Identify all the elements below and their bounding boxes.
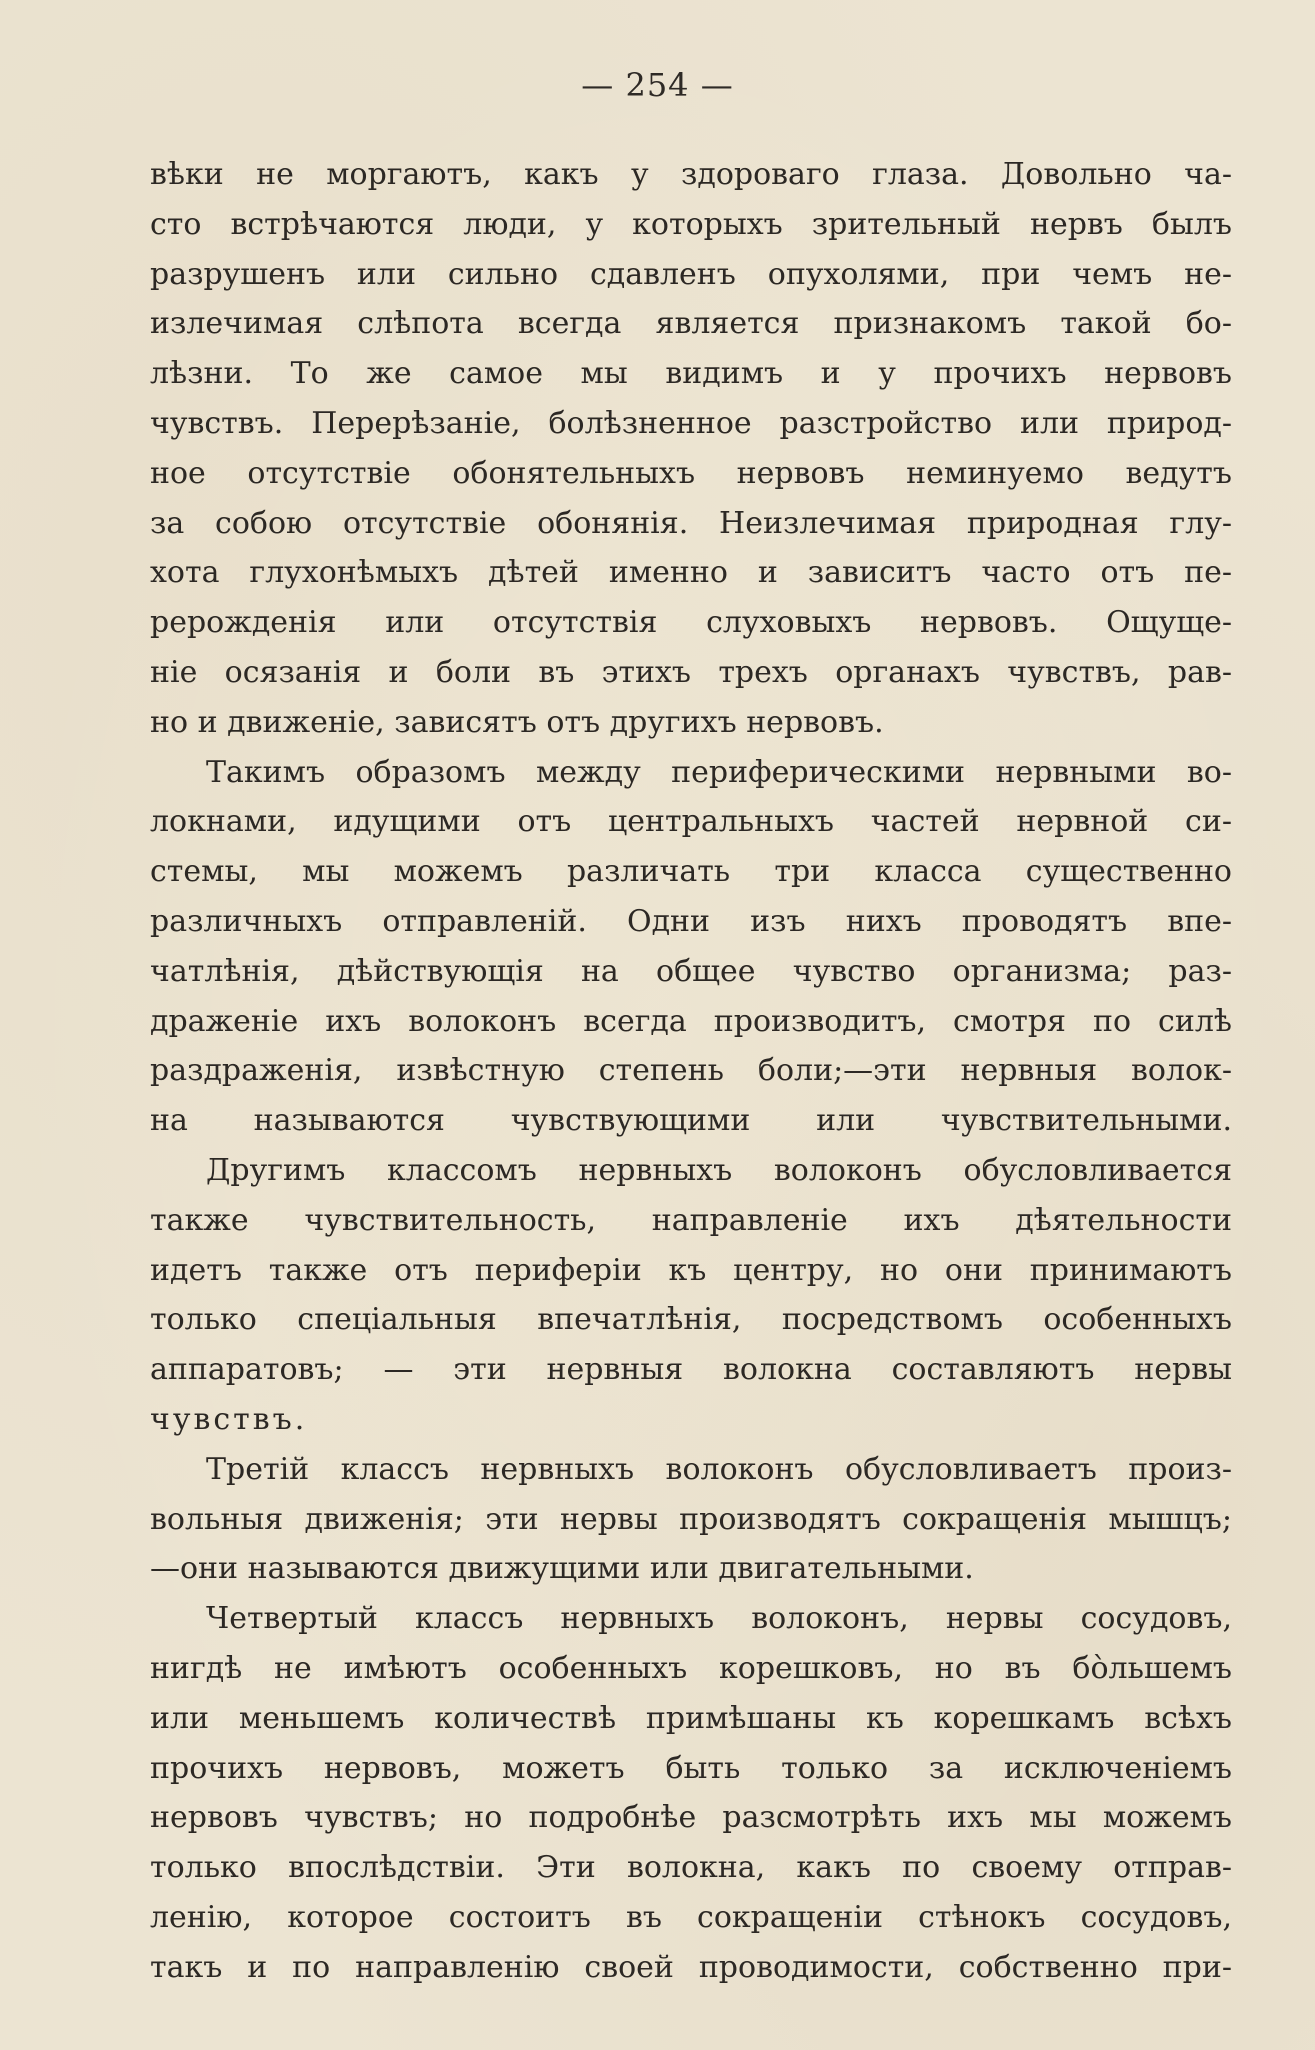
- text-line: или меньшемъ количествѣ примѣшаны къ корешкамъ всѣхъ: [150, 1700, 1232, 1736]
- text-line: различныхъ отправленій. Одни изъ нихъ проводятъ впе-: [150, 903, 1232, 939]
- text-line: чатлѣнія, дѣйствующія на общее чувство организма; раз-: [150, 953, 1232, 989]
- text-line: но и движеніе, зависятъ отъ другихъ нервовъ.: [150, 704, 884, 740]
- text-line: ленію, которое состоитъ въ сокращеніи стѣнокъ сосудовъ,: [150, 1899, 1232, 1935]
- text-line: стемы, мы можемъ различать три класса существенно: [150, 854, 1232, 890]
- text-line: Третій классъ нервныхъ волоконъ обусловливаетъ произ-: [206, 1451, 1232, 1487]
- text-line: драженіе ихъ волоконъ всегда производитъ, смотря по силѣ: [150, 1003, 1232, 1039]
- text-line: нервовъ чувствъ; но подробнѣе разсмотрѣть ихъ мы можемъ: [150, 1800, 1232, 1836]
- text-line: прочихъ нервовъ, можетъ быть только за исключеніемъ: [150, 1750, 1232, 1786]
- page-body-text: [150, 150, 1232, 1992]
- text-line: сто встрѣчаются люди, у которыхъ зрительный нервъ былъ: [150, 206, 1232, 242]
- page-number: — 254 —: [581, 66, 734, 104]
- text-line: вольныя движенія; эти нервы производятъ сокращенія мышцъ;: [150, 1501, 1232, 1537]
- text-line: только спеціальныя впечатлѣнія, посредствомъ особенныхъ: [150, 1302, 1232, 1338]
- text-line: —они называются движущими или двигательными.: [150, 1551, 974, 1587]
- text-line: вѣки не моргаютъ, какъ у здороваго глаза. Довольно ча-: [150, 157, 1232, 192]
- text-line: аппаратовъ; — эти нервныя волокна составляютъ нервы: [150, 1352, 1232, 1388]
- text-line: за собою отсутствіе обонянія. Неизлечимая природная глу-: [150, 505, 1232, 541]
- text-line: также чувствительность, направленіе ихъ дѣятельности: [150, 1202, 1232, 1238]
- text-line: лѣзни. То же самое мы видимъ и у прочихъ нервовъ: [150, 356, 1232, 392]
- text-line: идетъ также отъ периферіи къ центру, но они принимаютъ: [150, 1252, 1232, 1288]
- text-line: на называются чувствующими или чувствительными.: [150, 1103, 1232, 1139]
- text-line: чувствъ.: [150, 1401, 308, 1437]
- text-line: Четвертый классъ нервныхъ волоконъ, нервы сосудовъ,: [206, 1601, 1232, 1637]
- text-line: чувствъ. Перерѣзаніе, болѣзненное разстройство или природ-: [150, 405, 1232, 441]
- text-line: нигдѣ не имѣютъ особенныхъ корешковъ, но въ бо̀льшемъ: [150, 1650, 1232, 1686]
- text-line: раздраженія, извѣстную степень боли;—эти нервныя волок-: [150, 1053, 1232, 1089]
- text-line: такъ и по направленію своей проводимости, собственно при-: [150, 1949, 1232, 1985]
- text-line: ніе осязанія и боли въ этихъ трехъ органахъ чувствъ, рав-: [150, 654, 1232, 690]
- text-line: излечимая слѣпота всегда является признакомъ такой бо-: [150, 306, 1232, 342]
- text-line: локнами, идущими отъ центральныхъ частей нервной си-: [150, 804, 1232, 840]
- text-line: рерожденія или отсутствія слуховыхъ нервовъ. Ощуще-: [150, 605, 1232, 641]
- text-line: разрушенъ или сильно сдавленъ опухолями, при чемъ не-: [150, 256, 1232, 292]
- text-line: Другимъ классомъ нервныхъ волоконъ обусловливается: [206, 1152, 1232, 1188]
- text-line: хота глухонѣмыхъ дѣтей именно и зависитъ часто отъ пе-: [150, 555, 1232, 591]
- text-line: только впослѣдствіи. Эти волокна, какъ по своему отправ-: [150, 1850, 1232, 1886]
- text-line: Такимъ образомъ между периферическими нервными во-: [206, 754, 1232, 790]
- text-line: ное отсутствіе обонятельныхъ нервовъ неминуемо ведутъ: [150, 455, 1232, 491]
